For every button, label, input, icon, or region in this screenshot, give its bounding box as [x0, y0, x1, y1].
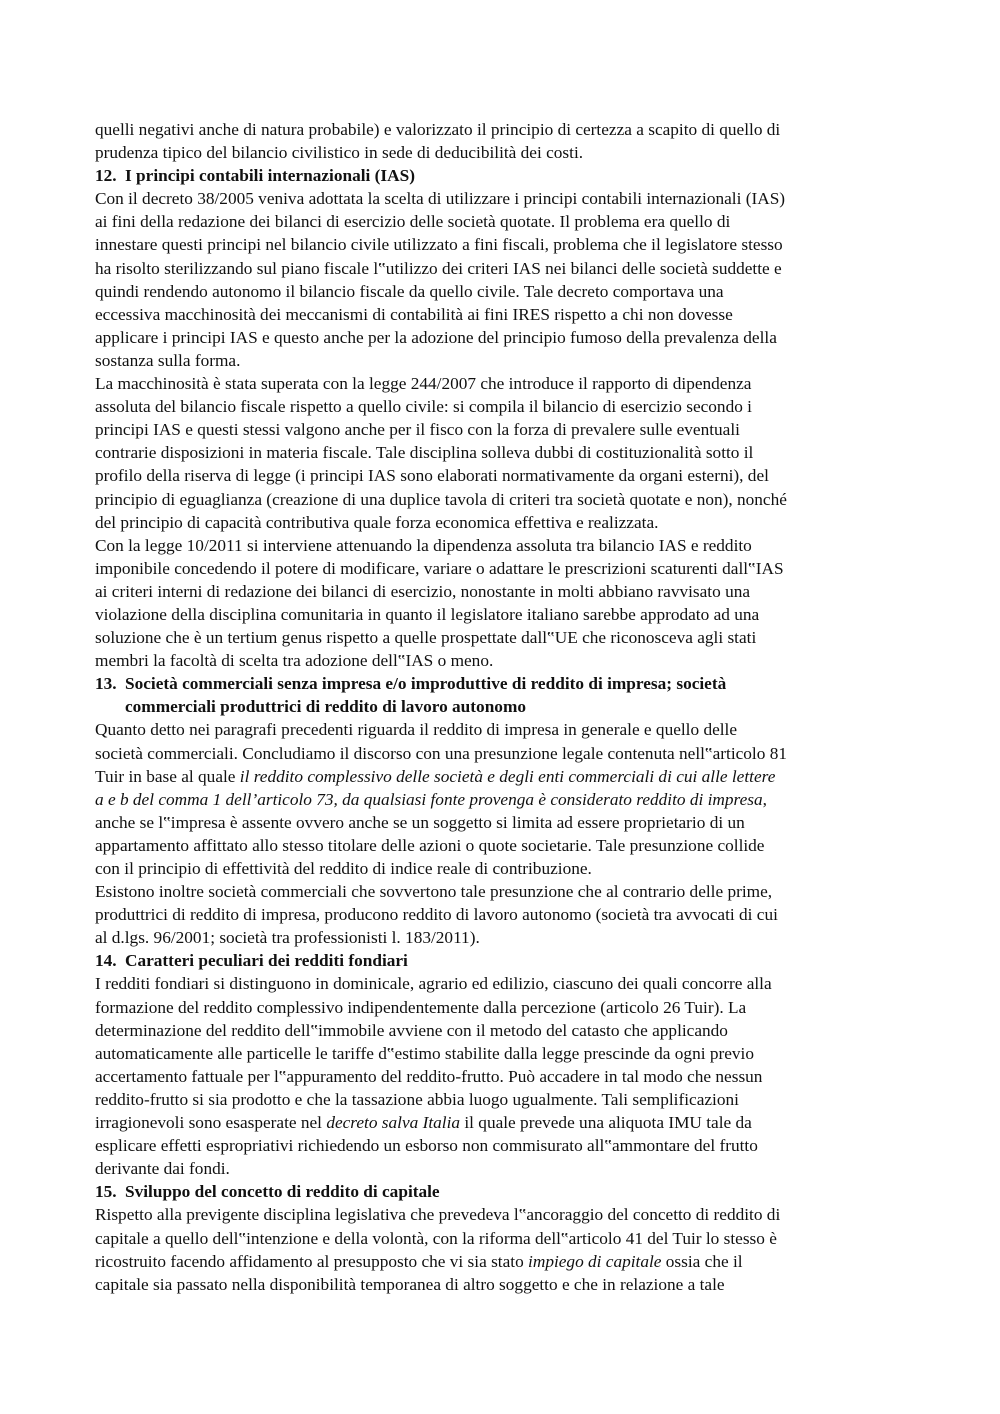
section-heading: [95, 949, 910, 972]
text-run: quindi rendendo autonomo il bilancio fiscale da quello civile. Tale decreto comportava una: [95, 281, 724, 301]
text-run: con il principio di effettività del reddito di indice reale di contribuzione.: [95, 859, 592, 878]
text-line: [95, 1065, 910, 1088]
section-heading: [95, 164, 910, 187]
paragraph: [95, 187, 910, 372]
text-line: [95, 834, 910, 857]
text-run: membri la facoltà di scelta tra adozione dell‟IAS o meno.: [95, 651, 494, 671]
text-line: [95, 464, 910, 487]
text-run: ricostruito facendo affidamento al presupposto che vi sia stato: [95, 1251, 529, 1271]
section-number: 12.: [95, 166, 117, 186]
italic-text: decreto salva Italia: [326, 1113, 461, 1133]
text-run: capitale a quello dell‟intenzione e della volontà, con la riforma dell‟articolo 41 del Tuir lo stesso è: [95, 1228, 777, 1248]
text-line: [95, 811, 910, 834]
text-run: Rispetto alla previgente disciplina legislativa che prevedeva l‟ancoraggio del concetto di reddito di: [95, 1205, 781, 1225]
text-run: Quanto detto nei paragrafi precedenti riguarda il reddito di impresa in generale e quello delle: [95, 720, 738, 740]
text-run: soluzione che è un tertium genus rispetto a quelle prospettate dall‟UE che riconosceva agli stati: [95, 628, 757, 648]
section-title-line: commerciali produttrici di reddito di lavoro autonomo: [125, 697, 526, 717]
text-run: principio di eguaglianza (creazione di una duplice tavola di criteri tra società quotate e non), nonché: [95, 489, 787, 509]
text-line: [95, 141, 910, 164]
text-run: ossia che il: [661, 1251, 743, 1271]
text-run: imponibile concedendo il potere di modificare, variare o adattare le prescrizioni scaturenti dall‟IAS: [95, 558, 784, 578]
text-line: [95, 349, 910, 372]
text-line: [95, 326, 910, 349]
text-line: [95, 557, 910, 580]
paragraph: [95, 534, 910, 673]
text-run: Con la legge 10/2011 si interviene attenuando la dipendenza assoluta tra bilancio IAS e reddito: [95, 535, 752, 555]
text-line: [95, 1019, 910, 1042]
text-run: ,: [762, 789, 767, 809]
text-run: accertamento fattuale per l‟appuramento del reddito-frutto. Può accadere in tal modo che nessun: [95, 1066, 763, 1086]
text-run: applicare i principi IAS e questo anche per la adozione del principio fumoso della prevalenza della: [95, 327, 777, 347]
text-line: [95, 1111, 910, 1134]
section-number: 13.: [95, 674, 117, 694]
section-heading: [95, 1180, 910, 1203]
text-run: violazione della disciplina comunitaria in quanto il legislatore italiano sarebbe approdato ad una: [95, 604, 760, 624]
text-run: appartamento affittato allo stesso titolare delle azioni o quote societarie. Tale presunzione collide: [95, 835, 765, 855]
text-run: Con il decreto 38/2005 veniva adottata la scelta di utilizzare i principi contabili internazionali (IAS): [95, 189, 786, 209]
section-title: [125, 164, 895, 187]
text-line: [95, 118, 910, 141]
text-run: I redditi fondiari si distinguono in dominicale, agrario ed edilizio, ciascuno dei quali concorre alla: [95, 974, 772, 994]
paragraph: [95, 880, 910, 949]
text-line: [95, 718, 910, 741]
document-page: [95, 118, 910, 1296]
text-run: Tuir in base al quale: [95, 766, 240, 786]
text-line: [95, 972, 910, 995]
italic-text: a e b del comma 1 dell’articolo 73, da qualsiasi fonte provenga è considerato reddito di impresa: [95, 789, 763, 809]
text-run: La macchinosità è stata superata con la legge 244/2007 che introduce il rapporto di dipendenza: [95, 374, 752, 394]
text-run: innestare questi principi nel bilancio civile utilizzato a fini fiscali, problema che il legislatore stesso: [95, 235, 783, 255]
text-line: [95, 649, 910, 672]
text-line: [95, 534, 910, 557]
text-line: [95, 603, 910, 626]
text-line: [95, 880, 910, 903]
text-line: [95, 626, 910, 649]
text-run: principi IAS e questi stessi valgono anche per il fisco con la forza di prevalere sulle eventuali: [95, 420, 740, 440]
text-run: prudenza tipico del bilancio civilistico in sede di deducibilità dei costi.: [95, 143, 584, 163]
text-line: [95, 1088, 910, 1111]
text-line: [95, 1157, 910, 1180]
text-line: [95, 441, 910, 464]
section-title: [125, 949, 895, 972]
text-run: ai criteri interni di redazione dei bilanci di esercizio, nonostante in molti abbiano ravvisato una: [95, 581, 751, 601]
text-line: [95, 418, 910, 441]
section-title: [125, 672, 895, 718]
text-run: determinazione del reddito dell‟immobile avviene con il metodo del catasto che applicando: [95, 1020, 728, 1040]
text-line: [95, 187, 910, 210]
text-run: ai fini della redazione dei bilanci di esercizio delle società quotate. Il problema era quello di: [95, 212, 731, 232]
section-number: 14.: [95, 951, 117, 971]
paragraph: [95, 372, 910, 534]
text-line: [95, 926, 910, 949]
italic-text: il reddito complessivo delle società e degli enti commerciali di cui alle lettere: [239, 766, 776, 786]
text-line: [95, 280, 910, 303]
text-line: [95, 395, 910, 418]
paragraph: [95, 718, 910, 880]
text-line: [95, 372, 910, 395]
text-line: [95, 1042, 910, 1065]
text-run: automaticamente alle particelle le tariffe d‟estimo stabilite dalla legge prescinde da ogni previo: [95, 1043, 754, 1063]
text-run: quelli negativi anche di natura probabile) e valorizzato il principio di certezza a scapito di quello di: [95, 120, 781, 139]
text-line: [95, 1273, 910, 1296]
text-line: [95, 1250, 910, 1273]
section-title-line: Sviluppo del concetto di reddito di capitale: [125, 1182, 440, 1202]
text-line: [95, 903, 910, 926]
text-run: Esistono inoltre società commerciali che sovvertono tale presunzione che al contrario delle prime,: [95, 882, 773, 902]
text-line: [95, 257, 910, 280]
section-title-line: Caratteri peculiari dei redditi fondiari: [125, 951, 408, 971]
text-line: [95, 857, 910, 880]
text-line: [95, 303, 910, 326]
paragraph: [95, 972, 910, 1180]
paragraph: [95, 118, 910, 164]
text-line: [95, 233, 910, 256]
text-run: profilo della riserva di legge (i principi IAS sono elaborati normativamente da organi esterni), del: [95, 466, 769, 486]
section-title: [125, 1180, 895, 1203]
text-line: [95, 210, 910, 233]
text-line: [95, 1203, 910, 1226]
text-line: [95, 765, 910, 788]
text-line: [95, 1227, 910, 1250]
text-line: [95, 1134, 910, 1157]
text-line: [95, 511, 910, 534]
section-title-line: Società commerciali senza impresa e/o improduttive di reddito di impresa; società: [125, 674, 727, 694]
text-run: produttrici di reddito di impresa, producono reddito di lavoro autonomo (società tra avvocati di cui: [95, 905, 778, 925]
text-run: assoluta del bilancio fiscale rispetto a quello civile: si compila il bilancio di esercizio secondo i: [95, 397, 752, 417]
text-run: esplicare effetti espropriativi richiedendo un esborso non commisurato all‟ammontare del frutto: [95, 1136, 758, 1156]
text-line: [95, 996, 910, 1019]
section-title-line: I principi contabili internazionali (IAS): [125, 166, 415, 186]
text-run: irragionevoli sono esasperate nel: [95, 1113, 327, 1133]
text-line: [95, 742, 910, 765]
text-run: eccessiva macchinosità dei meccanismi di contabilità ai fini IRES rispetto a chi non dovesse: [95, 304, 733, 324]
text-run: sostanza sulla forma.: [95, 350, 241, 370]
text-line: [95, 488, 910, 511]
text-run: derivante dai fondi.: [95, 1159, 230, 1179]
text-line: [95, 788, 910, 811]
italic-text: impiego di capitale: [528, 1251, 662, 1271]
section-heading: [95, 672, 910, 718]
paragraph: [95, 1203, 910, 1295]
text-run: il quale prevede una aliquota IMU tale da: [460, 1113, 752, 1133]
text-run: anche se l‟impresa è assente ovvero anche se un soggetto si limita ad essere proprietario di un: [95, 812, 745, 832]
text-run: capitale sia passato nella disponibilità temporanea di altro soggetto e che in relazione a tale: [95, 1274, 725, 1294]
section-number: 15.: [95, 1182, 117, 1202]
text-run: ha risolto sterilizzando sul piano fiscale l‟utilizzo dei criteri IAS nei bilanci delle società suddette e: [95, 258, 782, 278]
text-run: formazione del reddito complessivo indipendentemente dalla percezione (articolo 26 Tuir). La: [95, 997, 747, 1017]
text-run: del principio di capacità contributiva quale forza economica effettiva e realizzata.: [95, 512, 659, 532]
text-run: società commerciali. Concludiamo il discorso con una presunzione legale contenuta nell‟articolo 81: [95, 743, 787, 763]
text-run: contrarie disposizioni in materia fiscale. Tale disciplina solleva dubbi di costituzionalità sotto il: [95, 443, 754, 463]
text-run: al d.lgs. 96/2001; società tra professionisti l. 183/2011).: [95, 928, 480, 948]
text-run: reddito-frutto si sia prodotto e che la tassazione abbia luogo ugualmente. Tali semplificazioni: [95, 1089, 739, 1109]
text-line: [95, 580, 910, 603]
